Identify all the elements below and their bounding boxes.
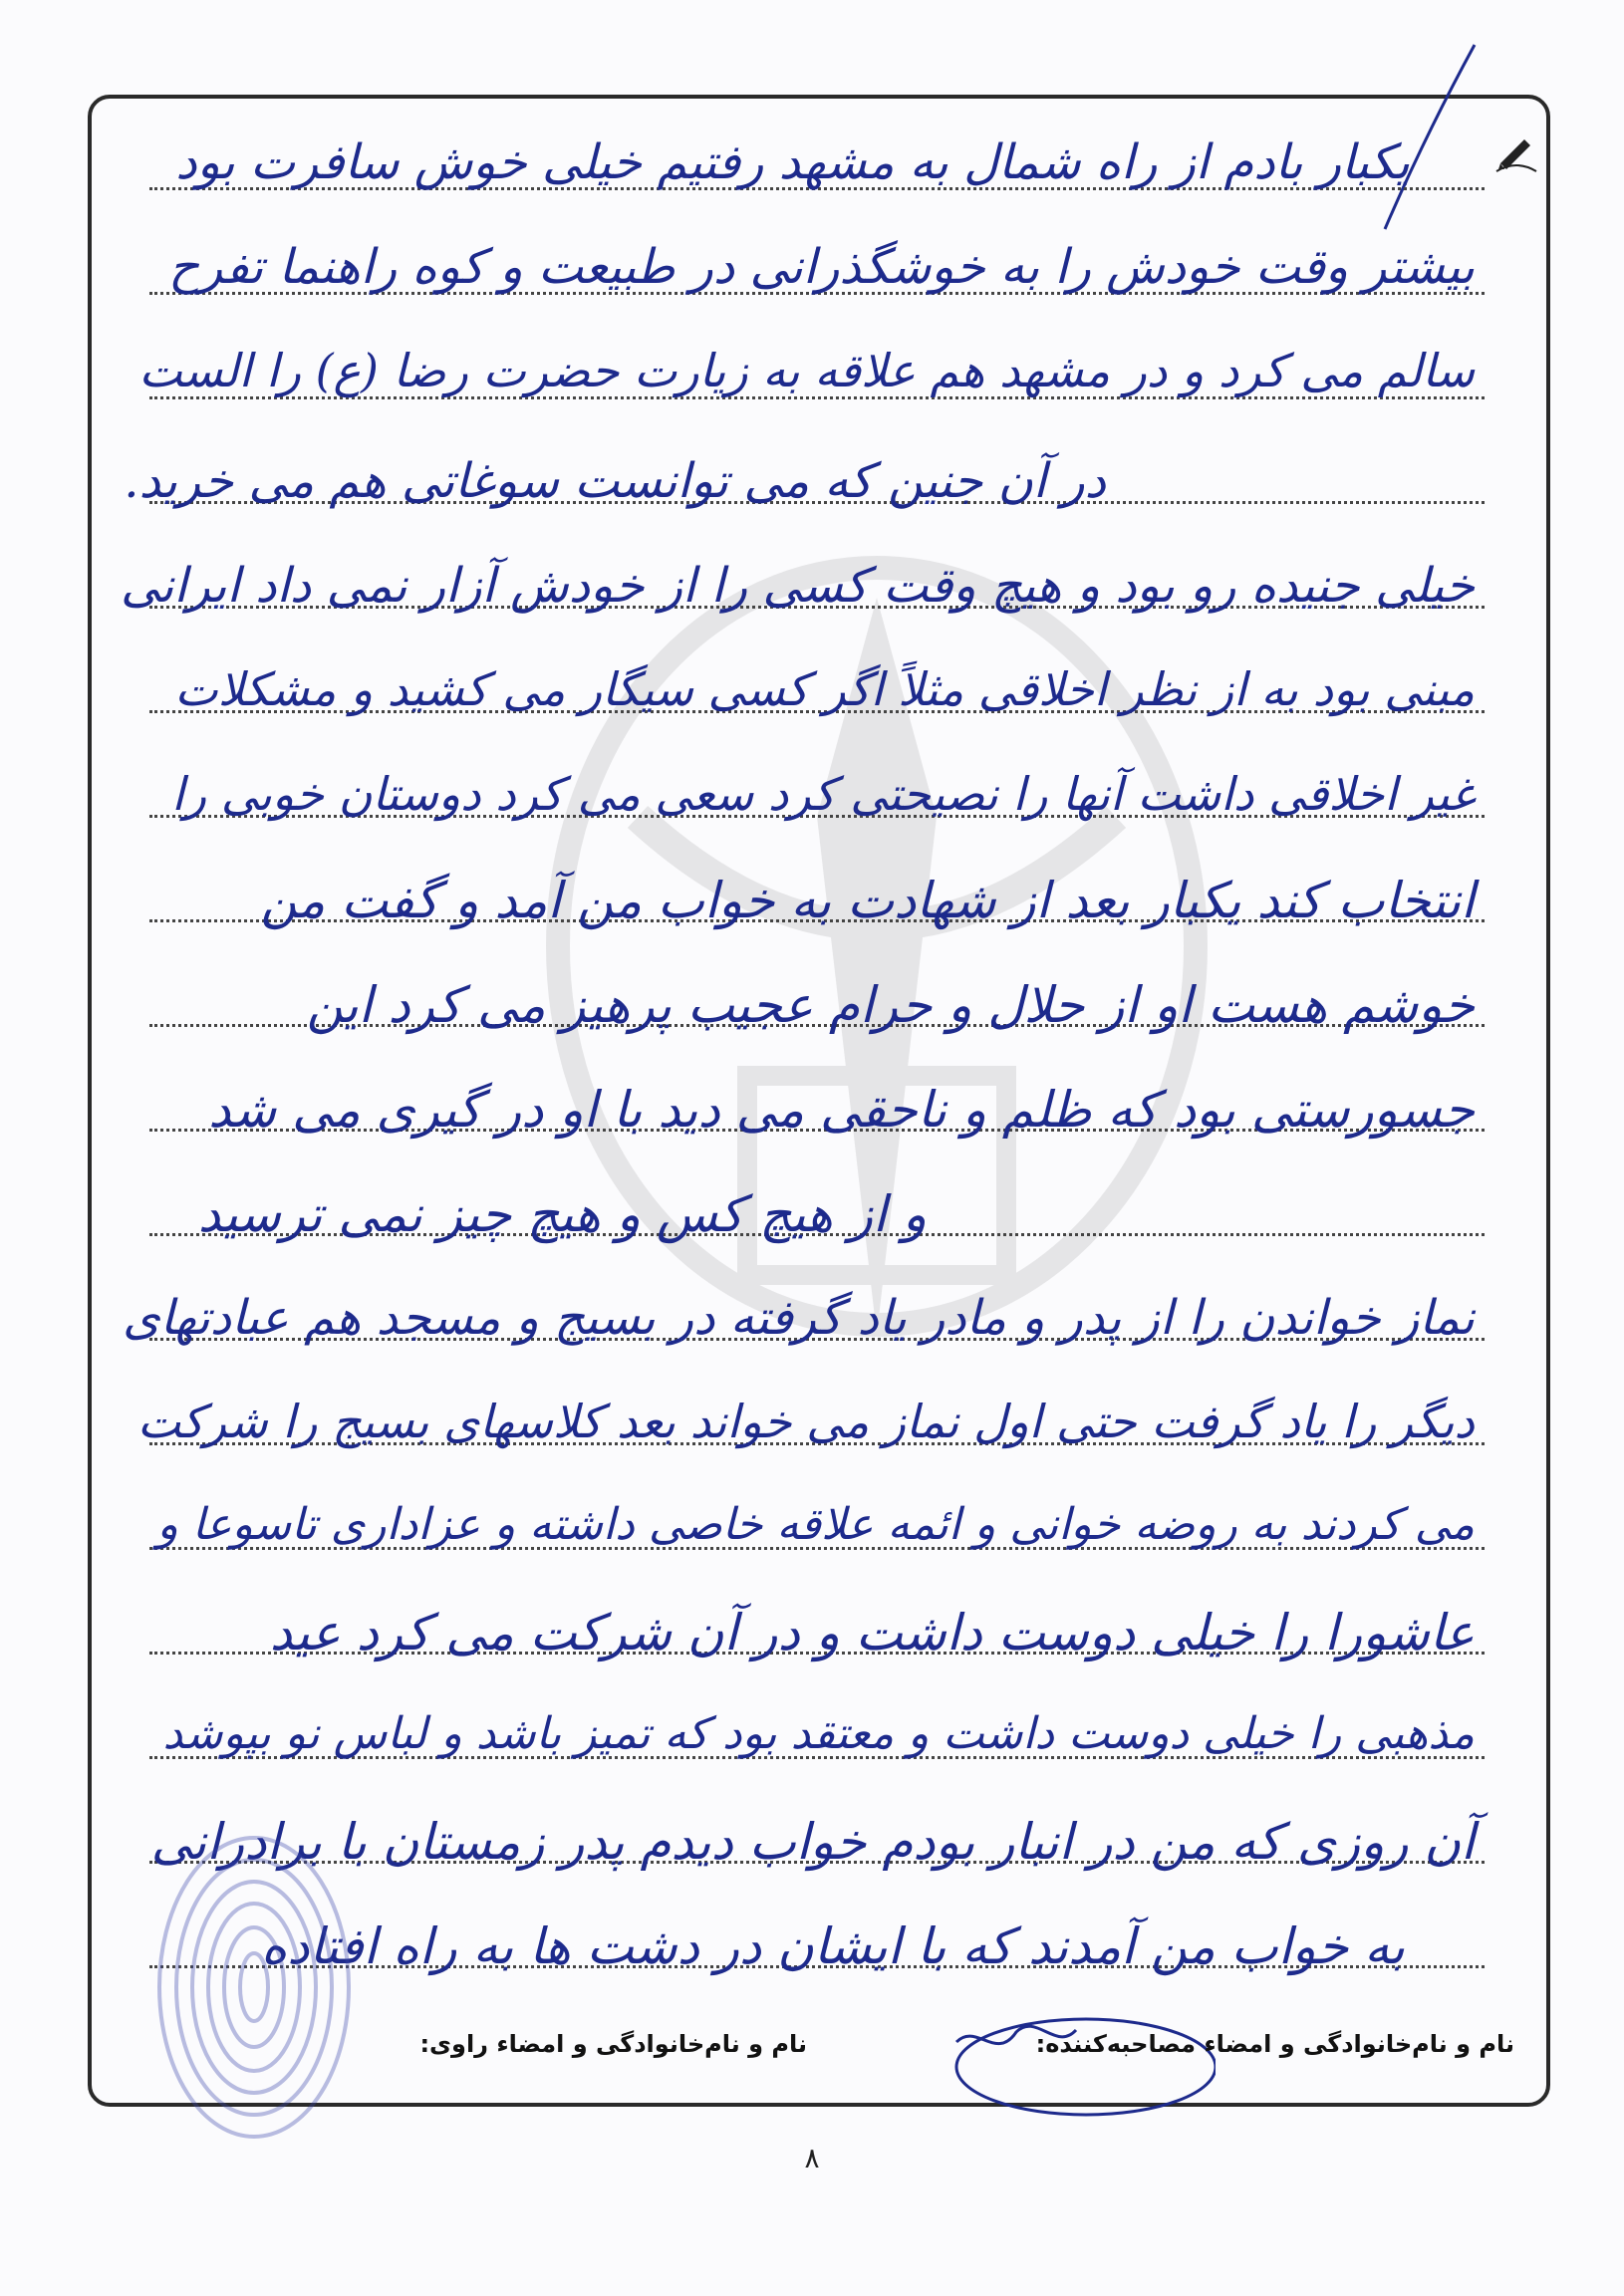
handwritten-line: دیگر را یاد گرفت حتی اول نماز می خواند بعد کلاسهای بسیج را شرکت xyxy=(136,1395,1475,1448)
emblem-watermark xyxy=(518,518,1235,1414)
handwritten-line: جسورستی بود که ظلم و ناحقی می دید با او در گیری می شد xyxy=(208,1081,1475,1139)
narrator-signature-label: نام و نام‌خانوادگی و امضاء راوی: xyxy=(419,2030,807,2058)
handwritten-line: در آن جنین که می توانست سوغاتی هم می خرید. xyxy=(124,453,1106,509)
pen-writing-icon xyxy=(1494,129,1538,173)
handwritten-line: خیلی جنیده رو بود و هیچ وقت کسی را از خودش آزار نمی داد ایرانی xyxy=(120,558,1475,614)
handwritten-line: مبنی بود به از نظر اخلاقی مثلاً اگر کسی سیگار می کشید و مشکلات xyxy=(174,662,1475,716)
interviewer-signature xyxy=(937,2002,1216,2122)
handwritten-line: انتخاب کند یکبار بعد از شهادت به خواب من آمد و گفت من xyxy=(260,872,1475,929)
handwritten-line: عاشورا را خیلی دوست داشت و در آن شرکت می کرد عید xyxy=(269,1604,1475,1661)
handwritten-line: می کردند به روضه خوانی و ائمه علاقه خاصی داشته و عزاداری تاسوعا و xyxy=(156,1499,1475,1550)
handwritten-line: خوشم هست او از حلال و حرام عجیب پرهیز می کرد این xyxy=(306,976,1475,1034)
handwritten-line: آن روزی که من در انبار بودم خواب دیدم پدر زمستان با برادرانی xyxy=(150,1813,1475,1871)
handwritten-line: به خواب من آمدند که با ایشان در دشت ها به راه افتاده xyxy=(261,1917,1405,1975)
handwritten-line: سالم می کرد و در مشهد هم علاقه به زیارت حضرت رضا (ع) را الست xyxy=(138,344,1475,397)
fingerprint-stamp xyxy=(149,1823,359,2152)
handwritten-line: بیشتر وقت خودش را به خوشگذرانی در طبیعت و کوه راهنما تفرح xyxy=(168,239,1475,295)
handwritten-line: یکبار بادم از راه شمال به مشهد رفتیم خیلی خوش سافرت بود xyxy=(175,134,1410,190)
handwritten-line: و از هیچ کس و هیچ چیز نمی ترسید xyxy=(197,1185,927,1243)
handwritten-line: غیر اخلاقی داشت آنها را نصیحتی کرد سعی می کرد دوستان خوبی را xyxy=(171,767,1475,821)
page-number: ۸ xyxy=(804,2142,820,2174)
handwritten-line: مذهبی را خیلی دوست داشت و معتقد بود که تمیز باشد و لباس نو بپوشد xyxy=(162,1708,1475,1759)
handwritten-line: نماز خواندن را از پدر و مادر یاد گرفته در بسیج و مسجد هم عبادتهای xyxy=(123,1290,1475,1346)
interviewer-signature-label: نام و نام‌خانوادگی و امضاء مصاحبه‌کننده: xyxy=(1035,2030,1514,2058)
